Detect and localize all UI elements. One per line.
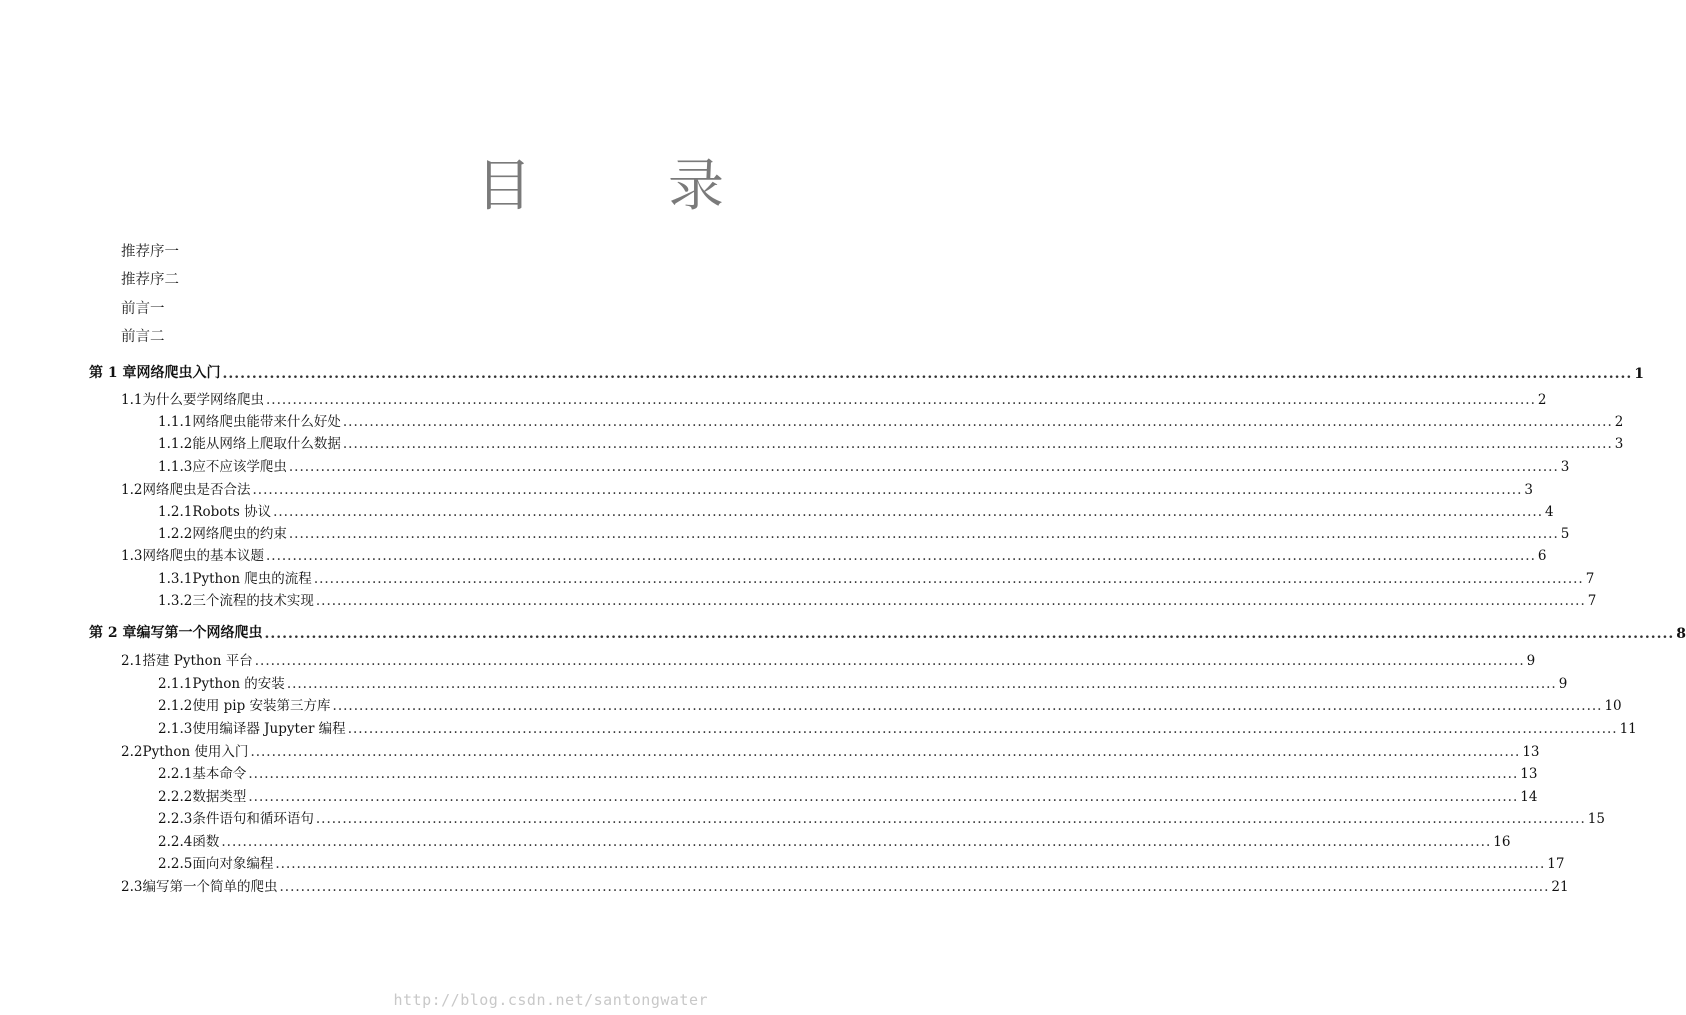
preface-item-3[interactable]: 前言一	[121, 301, 165, 317]
toc-label: 编写第一个网络爬虫	[136, 625, 263, 641]
toc-number: 2.2	[121, 744, 143, 760]
toc-page-number: 8	[1676, 626, 1686, 642]
dot-leader	[265, 626, 1675, 642]
dot-leader	[250, 744, 1520, 760]
dot-leader	[314, 571, 1584, 587]
toc-entry-sub[interactable]	[158, 430, 1624, 452]
dot-leader	[223, 366, 1633, 382]
toc-number: 1.1.1	[158, 414, 193, 430]
dot-leader	[266, 548, 1536, 564]
toc-number: 1.2.1	[158, 504, 193, 520]
toc-label: 能从网络上爬取什么数据	[192, 436, 341, 452]
dot-leader	[279, 879, 1549, 895]
preface-item-4[interactable]: 前言二	[121, 329, 165, 345]
page-title: 目 录	[476, 154, 764, 219]
dot-leader	[289, 459, 1559, 475]
toc-entry-sub[interactable]	[158, 498, 1554, 520]
dot-leader	[343, 414, 1613, 430]
toc-label: 面向对象编程	[192, 856, 274, 872]
toc-entry-section[interactable]	[121, 873, 1569, 895]
toc-page-number: 16	[1493, 834, 1511, 850]
toc-label: 三个流程的技术实现	[192, 593, 314, 609]
toc-number: 2.2.1	[158, 766, 193, 782]
toc-page-number: 1	[1634, 366, 1645, 382]
toc-page-number: 13	[1522, 744, 1540, 760]
toc-entry-section[interactable]	[121, 386, 1547, 408]
toc-page-number: 7	[1587, 593, 1597, 609]
toc-number: 1.1.3	[158, 459, 193, 475]
toc-number: 2.2.2	[158, 789, 193, 805]
toc-page-number: 9	[1526, 653, 1536, 669]
dot-leader	[273, 504, 1543, 520]
toc-label: 使用 pip 安装第三方库	[192, 698, 331, 714]
toc-label: Python 使用入门	[142, 744, 249, 760]
toc-label: Python 的安装	[192, 676, 285, 692]
toc-entry-sub[interactable]	[158, 692, 1622, 714]
dot-leader	[221, 834, 1491, 850]
toc-entry-chapter[interactable]	[89, 620, 1686, 642]
toc-number: 1.3.2	[158, 593, 193, 609]
toc-number: 2.3	[121, 879, 143, 895]
toc-page-number: 2	[1614, 414, 1624, 430]
toc-number: 1.3.1	[158, 571, 193, 587]
dot-leader	[316, 811, 1586, 827]
toc-entry-sub[interactable]	[158, 783, 1538, 805]
toc-label: Robots 协议	[192, 504, 272, 520]
toc-page-number: 6	[1537, 548, 1547, 564]
toc-label: 使用编译器 Jupyter 编程	[192, 721, 346, 737]
dot-leader	[275, 856, 1545, 872]
toc-label: 为什么要学网络爬虫	[142, 392, 264, 408]
toc-number: 2.1.2	[158, 698, 193, 714]
dot-leader	[248, 789, 1518, 805]
dot-leader	[343, 436, 1613, 452]
toc-label: 应不应该学爬虫	[192, 459, 287, 475]
dot-leader	[333, 698, 1603, 714]
toc-entry-section[interactable]	[121, 738, 1540, 760]
toc-entry-section[interactable]	[121, 542, 1547, 564]
toc-entry-sub[interactable]	[158, 850, 1565, 872]
toc-number: 1.3	[121, 548, 143, 564]
toc-number: 2.2.4	[158, 834, 193, 850]
dot-leader	[252, 482, 1522, 498]
toc-number: 第 1 章	[89, 365, 137, 381]
toc-entry-sub[interactable]	[158, 805, 1605, 827]
toc-page-number: 5	[1560, 526, 1570, 542]
toc-page-number: 3	[1614, 436, 1624, 452]
toc-number: 2.1.1	[158, 676, 193, 692]
dot-leader	[248, 766, 1518, 782]
toc-entry-chapter[interactable]	[89, 360, 1645, 382]
toc-page-number: 14	[1520, 789, 1538, 805]
toc-label: 网络爬虫能带来什么好处	[192, 414, 341, 430]
toc-entry-sub[interactable]	[158, 453, 1570, 475]
toc-label: 网络爬虫的基本议题	[142, 548, 264, 564]
toc-page-number: 3	[1524, 482, 1533, 498]
toc-number: 1.1	[121, 392, 143, 408]
toc-label: 搭建 Python 平台	[142, 653, 253, 669]
toc-label: 数据类型	[192, 789, 247, 805]
watermark: http://blog.csdn.net/santongwater	[393, 991, 708, 1009]
dot-leader	[289, 526, 1559, 542]
toc-entry-sub[interactable]	[158, 408, 1624, 430]
toc-page-number: 21	[1551, 879, 1569, 895]
toc-page-number: 3	[1560, 459, 1570, 475]
toc-number: 第 2 章	[89, 625, 137, 641]
dot-leader	[348, 721, 1618, 737]
toc-entry-section[interactable]	[121, 647, 1536, 669]
toc-page-number: 15	[1587, 811, 1605, 827]
toc-entry-section[interactable]	[121, 476, 1533, 498]
toc-entry-sub[interactable]	[158, 587, 1597, 609]
toc-entry-sub[interactable]	[158, 670, 1568, 692]
toc-page-number: 13	[1520, 766, 1538, 782]
toc-number: 2.1	[121, 653, 143, 669]
toc-number: 1.1.2	[158, 436, 193, 452]
toc-page-number: 7	[1585, 571, 1595, 587]
toc-number: 2.1.3	[158, 721, 193, 737]
toc-entry-sub[interactable]	[158, 520, 1570, 542]
toc-number: 2.2.3	[158, 811, 193, 827]
toc-number: 2.2.5	[158, 856, 193, 872]
toc-number: 1.2.2	[158, 526, 193, 542]
preface-item-1[interactable]: 推荐序一	[121, 244, 179, 260]
toc-label: 网络爬虫是否合法	[142, 482, 251, 498]
dot-leader	[266, 392, 1536, 408]
toc-label: 函数	[192, 834, 220, 850]
toc-label: 网络爬虫的约束	[192, 526, 287, 542]
toc-page-number: 11	[1619, 721, 1637, 737]
toc-label: Python 爬虫的流程	[192, 571, 312, 587]
toc-label: 条件语句和循环语句	[192, 811, 314, 827]
toc-label: 网络爬虫入门	[136, 365, 221, 381]
toc-page-number: 9	[1558, 676, 1568, 692]
toc-label: 编写第一个简单的爬虫	[142, 879, 278, 895]
toc-entry-sub[interactable]	[158, 828, 1511, 850]
toc-page-number: 2	[1537, 392, 1547, 408]
toc-page-number: 17	[1547, 856, 1565, 872]
toc-number: 1.2	[121, 482, 143, 498]
toc-entry-sub[interactable]	[158, 760, 1538, 782]
preface-item-2[interactable]: 推荐序二	[121, 272, 179, 288]
toc-page-number: 10	[1604, 698, 1622, 714]
dot-leader	[316, 593, 1586, 609]
dot-leader	[255, 653, 1525, 669]
toc-entry-sub[interactable]	[158, 565, 1595, 587]
toc-page-number: 4	[1544, 504, 1554, 520]
dot-leader	[287, 676, 1557, 692]
toc-entry-sub[interactable]	[158, 715, 1637, 737]
toc-label: 基本命令	[192, 766, 247, 782]
